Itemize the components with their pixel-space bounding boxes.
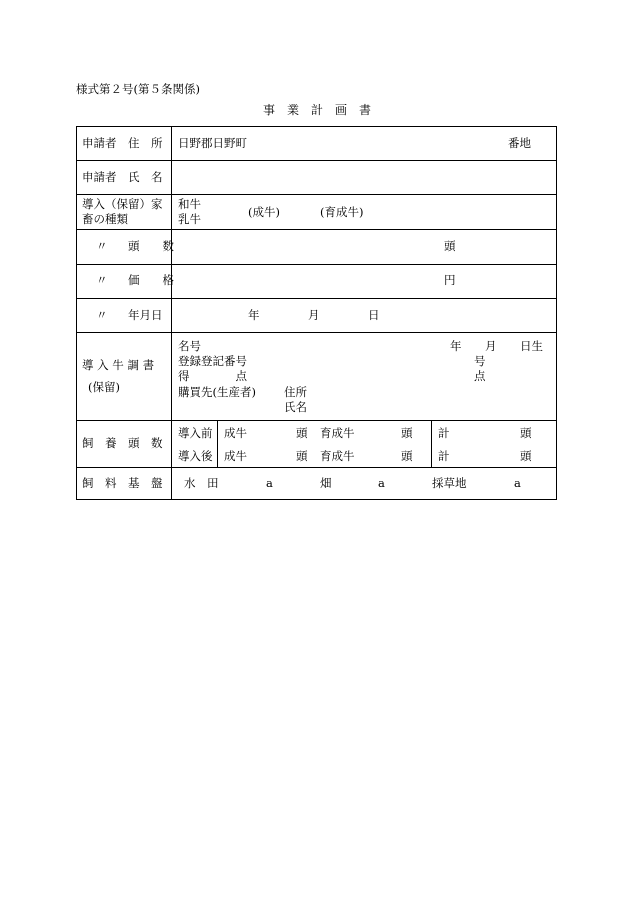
ditto-mark: 〃 [96, 239, 108, 253]
feed-field-unit: a [378, 476, 385, 490]
row-divider [76, 229, 557, 230]
herd-after-adult-unit: 頭 [296, 449, 308, 463]
price-label: 価 格 [128, 273, 174, 287]
survey-seller-label: 購買先(生産者) [178, 385, 256, 399]
address-label: 申請者 住 所 [82, 136, 163, 150]
herd-after-label: 導入後 [178, 449, 213, 463]
feed-base-label: 飼 料 基 盤 [82, 476, 163, 490]
document-title: 事 業 計 画 書 [263, 103, 372, 117]
applicant-name-field[interactable] [178, 164, 548, 190]
herd-after-growing-unit: 頭 [401, 449, 413, 463]
herd-before-adult: 成牛 [224, 426, 247, 440]
date-label: 年月日 [128, 308, 163, 322]
herd-divider [431, 420, 432, 467]
row-divider [76, 194, 557, 195]
head-count-label: 頭 数 [128, 239, 174, 253]
survey-score-label: 得 点 [178, 369, 247, 383]
survey-seller-name-label: 氏名 [284, 400, 307, 414]
date-month: 月 [308, 308, 320, 322]
livestock-type-label-1: 導入（保留）家 [82, 197, 163, 211]
herd-before-growing-unit: 頭 [401, 426, 413, 440]
form-number: 様式第２号(第５条関係) [76, 82, 200, 96]
row-divider [76, 160, 557, 161]
survey-birth-month: 月 [485, 339, 497, 353]
survey-birth-day: 日生 [520, 339, 543, 353]
feed-pasture: 採草地 [432, 476, 467, 490]
herd-divider [217, 420, 218, 467]
banchi-label: 番地 [508, 136, 531, 150]
herd-before-label: 導入前 [178, 426, 213, 440]
survey-reg-number-label: 登録登記番号 [178, 354, 247, 368]
herd-before-total-unit: 頭 [520, 426, 532, 440]
price-unit: 円 [444, 273, 456, 287]
row-divider [76, 332, 557, 333]
survey-name-label: 名号 [178, 339, 201, 353]
herd-after-total-unit: 頭 [520, 449, 532, 463]
survey-birth-year: 年 [450, 339, 462, 353]
row-divider [76, 264, 557, 265]
survey-label-1: 導 入 牛 調 書 [82, 358, 155, 372]
herd-after-total: 計 [438, 449, 450, 463]
survey-label-2: (保留) [88, 380, 120, 394]
label-column-divider [171, 126, 172, 500]
ditto-mark: 〃 [96, 273, 108, 287]
wagyu-option[interactable]: 和牛 [178, 197, 201, 211]
row-divider [76, 467, 557, 468]
herd-after-growing: 育成牛 [320, 449, 355, 463]
livestock-type-label-2: 畜の種類 [82, 212, 128, 226]
herd-after-adult: 成牛 [224, 449, 247, 463]
herd-before-total: 計 [438, 426, 450, 440]
head-count-unit: 頭 [444, 239, 456, 253]
feed-pasture-unit: a [514, 476, 521, 490]
herd-label: 飼 養 頭 数 [82, 436, 163, 450]
applicant-name-label: 申請者 氏 名 [82, 170, 163, 184]
ditto-mark: 〃 [96, 308, 108, 322]
survey-score-suffix: 点 [474, 369, 486, 383]
feed-paddy-unit: a [266, 476, 273, 490]
row-divider [76, 298, 557, 299]
growing-cattle-field[interactable]: (育成牛) [320, 205, 364, 219]
feed-field: 畑 [320, 476, 332, 490]
row-divider [76, 420, 557, 421]
feed-paddy: 水 田 [184, 476, 219, 490]
date-day: 日 [368, 308, 380, 322]
survey-number-suffix: 号 [474, 354, 486, 368]
survey-seller-address-label: 住所 [284, 385, 307, 399]
date-year: 年 [248, 308, 260, 322]
address-value[interactable]: 日野郡日野町 [178, 136, 247, 150]
dairy-option[interactable]: 乳牛 [178, 212, 201, 226]
herd-before-growing: 育成牛 [320, 426, 355, 440]
adult-cattle-field[interactable]: (成牛) [248, 205, 280, 219]
herd-before-adult-unit: 頭 [296, 426, 308, 440]
